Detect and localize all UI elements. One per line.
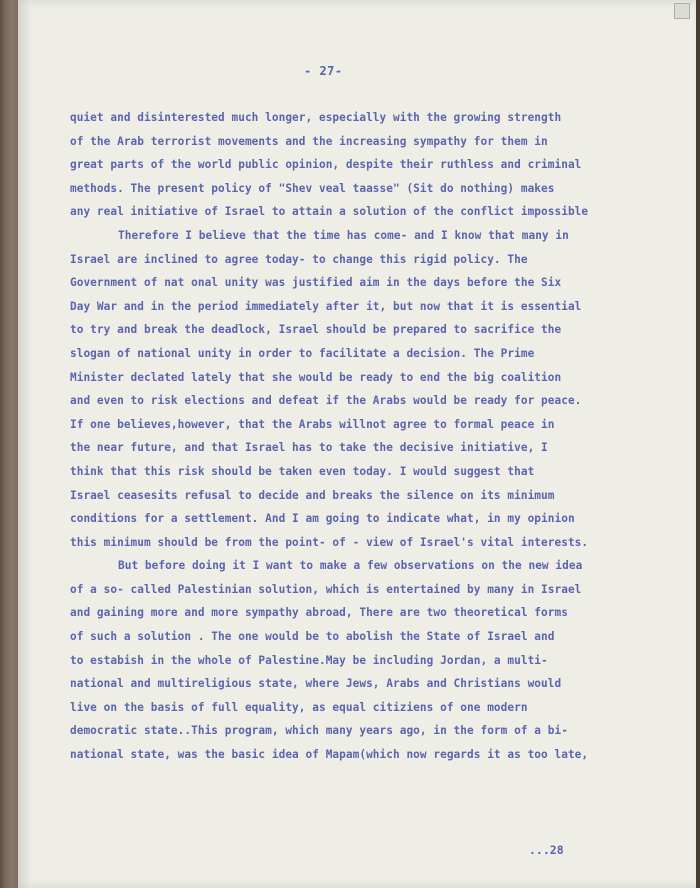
text-line: to try and break the deadlock, Israel should be prepared to sacrifice the — [70, 323, 562, 337]
text-line: Government of nat onal unity was justified aim in the days before the Six — [70, 276, 562, 290]
text-line: of the Arab terrorist movements and the increasing sympathy for them in — [70, 134, 548, 148]
text-line: conditions for a settlement. And I am going to indicate what, in my opinion — [70, 512, 575, 526]
text-line: national and multireligious state, where Jews, Arabs and Christians would — [70, 677, 562, 691]
text-line: to estabish in the whole of Palestine.May be including Jordan, a multi- — [70, 653, 548, 667]
text-line: quiet and disinterested much longer, especially with the growing strength — [70, 111, 562, 124]
text-line: think that this risk should be taken even today. I would suggest that — [70, 464, 535, 478]
text-line: this minimum should be from the point- of - view of Israel's vital interests. — [70, 535, 589, 549]
text-line: Day War and in the period immediately after it, but now that it is essential — [70, 299, 582, 313]
continuation-marker: ...28 — [529, 843, 564, 857]
text-line: and even to risk elections and defeat if the Arabs would be ready for peace. — [70, 394, 582, 408]
text-line: Minister declated lately that she would be ready to end the big coalition — [70, 370, 562, 384]
text-line: methods. The present policy of "Shev veal taasse" (Sit do nothing) makes — [70, 181, 555, 195]
text-line: and gaining more and more sympathy abroad, There are two theoretical forms — [70, 606, 568, 620]
body-text — [70, 106, 690, 767]
paragraph-start-line: But before doing it I want to make a few observations on the new idea — [118, 559, 583, 573]
text-line: national state, was the basic idea of Mapam(which now regards it as too late, — [70, 748, 589, 762]
scan-corner-marker — [674, 3, 690, 19]
text-line: of a so- called Palestinian solution, which is entertained by many in Israel — [70, 582, 582, 596]
text-line: live on the basis of full equality, as equal citiziens of one modern — [70, 700, 528, 714]
page-number: - 27- — [304, 64, 343, 78]
text-line: Israel are inclined to agree today- to change this rigid policy. The — [70, 252, 528, 266]
text-line: the near future, and that Israel has to take the decisive initiative, I — [70, 441, 548, 455]
text-line: great parts of the world public opinion, despite their ruthless and criminal — [70, 158, 582, 172]
text-line: If one believes,however, that the Arabs willnot agree to formal peace in — [70, 417, 555, 431]
paragraph-start-line: Therefore I believe that the time has come- and I know that many in — [118, 228, 569, 242]
text-line: slogan of national unity in order to facilitate a decision. The Prime — [70, 346, 535, 360]
text-line: democratic state..This program, which many years ago, in the form of a bi- — [70, 724, 568, 738]
text-line: Israel ceasesits refusal to decide and breaks the silence on its minimum — [70, 488, 555, 502]
text-line: any real initiative of Israel to attain a solution of the conflict impossible — [70, 205, 589, 219]
text-line: of such a solution . The one would be to abolish the State of Israel and — [70, 630, 555, 644]
